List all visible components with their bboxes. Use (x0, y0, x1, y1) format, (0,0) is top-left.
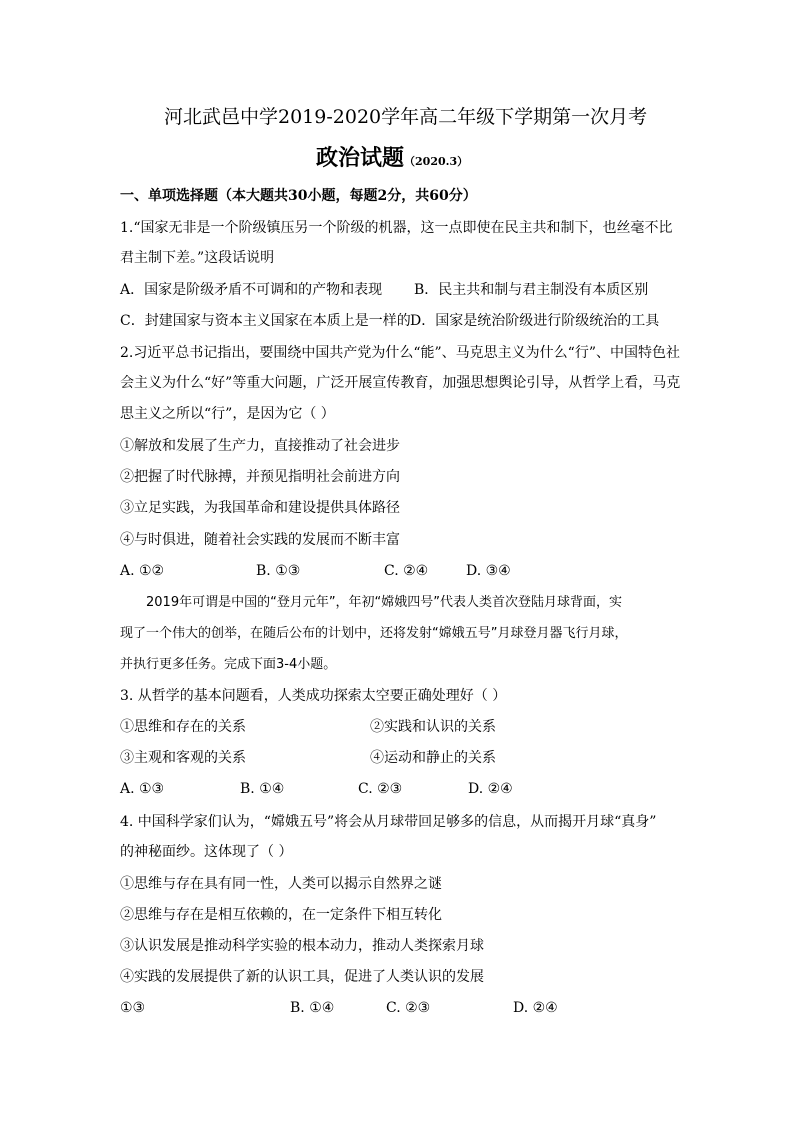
q2-option-d: D. ③④ (466, 563, 511, 579)
q3-item-1: ①思维和存在的关系 (120, 719, 246, 735)
q4-item-4: ④实践的发展提供了新的认识工具，促进了人类认识的发展 (120, 969, 484, 985)
q2-option-b: B. ①③ (256, 563, 301, 579)
q4-option-b: B. ①④ (290, 1000, 335, 1016)
q3-option-b: B. ①④ (240, 781, 285, 797)
q2-option-a: A. ①② (120, 563, 165, 579)
q1-option-d: D．国家是统治阶级进行阶级统治的工具 (410, 313, 660, 329)
passage-line2: 现了一个伟大的创举，在随后公布的计划中，还将发射“嫦娥五号”月球登月器飞行月球， (120, 626, 628, 641)
subject-name: 政治试题 (316, 145, 405, 171)
q4-item-2: ②思维与存在是相互依赖的，在一定条件下相互转化 (120, 907, 442, 923)
q3-item-2: ②实践和认识的关系 (370, 719, 496, 735)
q2-stem-line3: 思主义之所以“行”，是因为它（ ） (120, 406, 335, 422)
q1-stem-line1: 1.“国家无非是一个阶级镇压另一个阶级的机器，这一点即使在民主共和制下，也丝毫不比 (120, 220, 673, 236)
section-heading: 一、单项选择题（本大题共30小题，每题2分，共60分） (120, 188, 477, 204)
q4-option-c: C. ②③ (386, 1000, 431, 1016)
q4-item-1: ①思维与存在具有同一性，人类可以揭示自然界之谜 (120, 876, 442, 892)
q3-option-d: D. ②④ (468, 781, 513, 797)
passage-line1: 2019年可谓是中国的“登月元年”，年初“嫦娥四号”代表人类首次登陆月球背面，实 (146, 595, 623, 610)
q2-item-3: ③立足实践，为我国革命和建设提供具体路径 (120, 500, 400, 516)
q2-item-1: ①解放和发展了生产力，直接推动了社会进步 (120, 438, 400, 454)
subject-title (316, 143, 468, 177)
q2-item-4: ④与时俱进，随着社会实践的发展而不断丰富 (120, 532, 400, 548)
q4-option-a: ①③ (120, 1000, 146, 1016)
q3-item-4: ④运动和静止的关系 (370, 750, 496, 766)
passage-line3: 并执行更多任务。完成下面3-4小题。 (120, 657, 337, 672)
q4-stem-line1: 4. 中国科学家们认为，“嫦娥五号”将会从月球带回足够多的信息，从而揭开月球“真身” (120, 814, 657, 830)
q3-option-a: A. ①③ (120, 781, 165, 797)
q2-item-2: ②把握了时代脉搏，并预见指明社会前进方向 (120, 469, 400, 485)
q2-option-c: C. ②④ (384, 563, 429, 579)
q3-option-c: C. ②③ (358, 781, 403, 797)
exam-title: 河北武邑中学2019-2020学年高二年级下学期第一次月考 (164, 106, 648, 128)
q1-option-c: C．封建国家与资本主义国家在本质上是一样的 (120, 313, 411, 329)
q2-stem-line2: 会主义为什么“好”等重大问题，广泛开展宣传教育，加强思想舆论引导，从哲学上看，马克 (120, 375, 681, 391)
q1-option-b: B．民主共和制与君主制没有本质区别 (414, 282, 649, 298)
exam-date: （2020.3） (404, 155, 469, 168)
q4-stem-line2: 的神秘面纱。这体现了（ ） (120, 844, 293, 860)
q1-stem-line2: 君主制下差。”这段话说明 (120, 250, 275, 266)
q1-option-a: A．国家是阶级矛盾不可调和的产物和表现 (120, 282, 383, 298)
q3-item-3: ③主观和客观的关系 (120, 750, 246, 766)
q4-option-d: D. ②④ (513, 1000, 558, 1016)
q4-item-3: ③认识发展是推动科学实验的根本动力，推动人类探索月球 (120, 938, 484, 954)
q3-stem: 3. 从哲学的基本问题看，人类成功探索太空要正确处理好（ ） (120, 688, 507, 704)
q2-stem-line1: 2.习近平总书记指出，要围绕中国共产党为什么“能”、马克思主义为什么“行”、中国特色社 (120, 345, 680, 361)
